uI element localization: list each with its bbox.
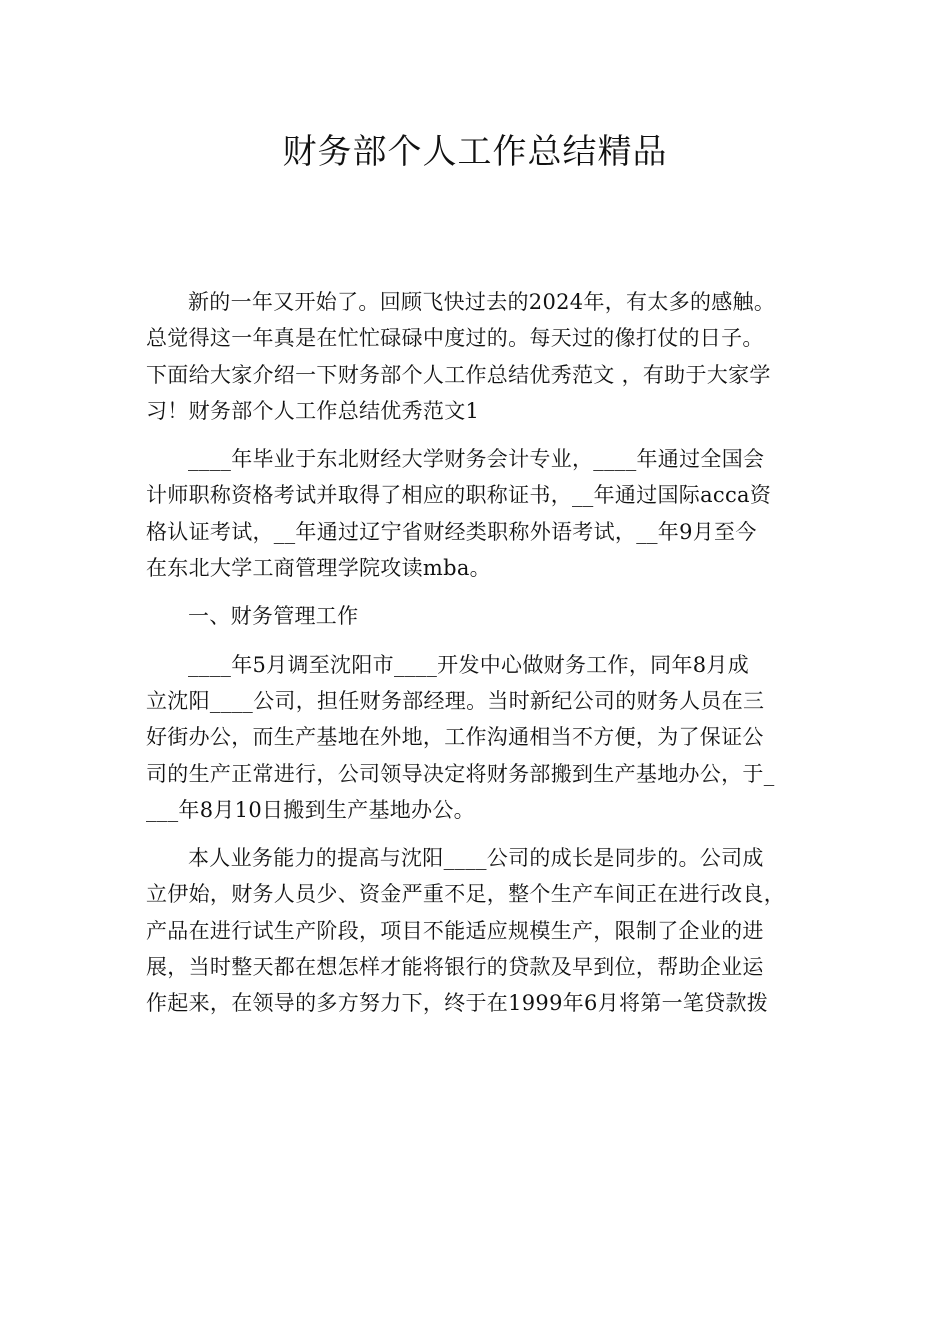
text-line: 展，当时整天都在想怎样才能将银行的贷款及早到位，帮助企业运	[146, 955, 764, 980]
paragraph-spacer	[146, 828, 812, 840]
text-line: 司的生产正常进行，公司领导决定将财务部搬到生产基地办公，于_	[146, 761, 775, 786]
text-line: 产品在进行试生产阶段，项目不能适应规模生产，限制了企业的进	[146, 918, 764, 943]
paragraph-intro	[146, 284, 812, 429]
section-heading-text: 一、财务管理工作	[188, 604, 359, 629]
paragraph-spacer	[146, 635, 812, 647]
text-line: 总觉得这一年真是在忙忙碌碌中度过的。每天过的像打仗的日子。	[146, 326, 764, 351]
text-line: 作起来，在领导的多方努力下，终于在1999年6月将第一笔贷款拨	[146, 991, 769, 1016]
paragraph-education	[146, 441, 812, 586]
text-line: ___年8月10日搬到生产基地办公。	[146, 797, 475, 822]
text-line: 新的一年又开始了。回顾飞快过去的2024年，有太多的感触。	[188, 290, 776, 314]
text-line: 习！财务部个人工作总结优秀范文1	[146, 398, 480, 423]
section-heading	[146, 598, 812, 634]
text-line: ____年5月调至沈阳市____开发中心做财务工作，同年8月成	[188, 652, 750, 677]
text-line: 计师职称资格考试并取得了相应的职称证书，__年通过国际acca资	[146, 483, 772, 508]
text-line: 在东北大学工商管理学院攻读mba。	[146, 556, 491, 581]
document-title: 财务部个人工作总结精品	[282, 132, 668, 172]
paragraph-spacer	[146, 586, 812, 598]
text-line: ____年毕业于东北财经大学财务会计专业，____年通过全国会	[188, 447, 765, 472]
text-line: 下面给大家介绍一下财务部个人工作总结优秀范文 ，有助于大家学	[146, 362, 771, 387]
text-line: 立伊始，财务人员少、资金严重不足，整个生产车间正在进行改良，	[146, 882, 785, 907]
paragraph-growth	[146, 840, 812, 1021]
text-line: 立沈阳____公司，担任财务部经理。当时新纪公司的财务人员在三	[146, 688, 765, 713]
text-line: 好街办公，而生产基地在外地，工作沟通相当不方便，为了保证公	[146, 725, 764, 750]
text-line: 本人业务能力的提高与沈阳____公司的成长是同步的。公司成	[188, 846, 764, 871]
paragraph-transfer	[146, 647, 812, 828]
document-body	[146, 284, 812, 1022]
paragraph-spacer	[146, 429, 812, 441]
text-line: 格认证考试，__年通过辽宁省财经类职称外语考试，__年9月至今	[146, 519, 757, 544]
